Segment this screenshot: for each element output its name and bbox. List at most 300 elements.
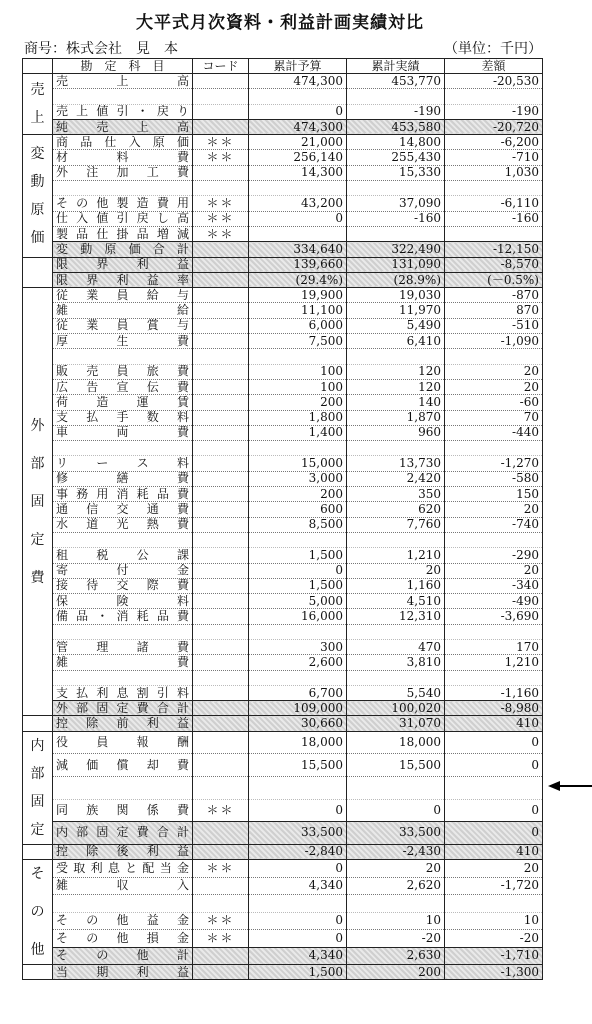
budget-value: 0 [249, 860, 347, 878]
account-name: 製品仕掛品増減 [53, 226, 193, 241]
actual-value: 18,000 [347, 731, 445, 754]
actual-value: 453,580 [347, 119, 445, 134]
actual-value: 2,630 [347, 947, 445, 965]
difference-value: 0 [445, 731, 543, 754]
actual-value: 2,620 [347, 877, 445, 895]
table-row [23, 364, 543, 379]
difference-value [445, 776, 543, 799]
actual-value: 1,210 [347, 548, 445, 563]
actual-value [347, 624, 445, 639]
subtotal-row [23, 272, 543, 287]
difference-value: 410 [445, 844, 543, 859]
account-name: 商品仕入原価 [53, 135, 193, 150]
actual-value: 255,430 [347, 150, 445, 165]
account-code: ＊＊ [193, 799, 249, 822]
account-name: 荷造運賃 [53, 395, 193, 410]
account-name [53, 532, 193, 547]
table-row [23, 165, 543, 180]
budget-value: 1,800 [249, 410, 347, 425]
table-row [23, 912, 543, 930]
header-difference: 差額 [445, 59, 543, 74]
account-name: 水道光熱費 [53, 517, 193, 532]
account-name [53, 441, 193, 456]
subtotal-row [23, 119, 543, 134]
header-row [23, 59, 543, 74]
account-name: リ ー ス 料 [53, 456, 193, 471]
account-code [193, 272, 249, 287]
account-name: 控 除 前 利 益 [53, 716, 193, 731]
account-name [53, 776, 193, 799]
table-row [23, 288, 543, 303]
difference-value: 10 [445, 912, 543, 930]
subtotal-row [23, 716, 543, 731]
difference-value: -12,150 [445, 242, 543, 257]
account-code: ＊＊ [193, 196, 249, 211]
account-code [193, 74, 249, 89]
company-name: 商号：株式会社 見 本 [24, 41, 178, 57]
account-code: ＊＊ [193, 860, 249, 878]
difference-value: -1,300 [445, 965, 543, 980]
difference-value: -8,570 [445, 257, 543, 272]
account-name: 変動原価合計 [53, 242, 193, 257]
actual-value: 200 [347, 965, 445, 980]
table-row [23, 196, 543, 211]
actual-value [347, 441, 445, 456]
difference-value [445, 895, 543, 913]
header-code: コード [193, 59, 249, 74]
blank-row [23, 670, 543, 685]
difference-value: 20 [445, 379, 543, 394]
table-row [23, 930, 543, 948]
actual-value: 37,090 [347, 196, 445, 211]
budget-value: 14,300 [249, 165, 347, 180]
subtotal-row [23, 701, 543, 716]
account-code [193, 242, 249, 257]
account-name: 支払利息割引料 [53, 685, 193, 700]
difference-value: 870 [445, 303, 543, 318]
account-code [193, 181, 249, 196]
section-label: 売 上 [23, 74, 53, 135]
profit-plan-table [22, 58, 543, 980]
account-name: 雑 費 [53, 655, 193, 670]
difference-value: -490 [445, 594, 543, 609]
difference-value: 20 [445, 364, 543, 379]
account-code [193, 334, 249, 349]
budget-value: 0 [249, 799, 347, 822]
actual-value: 0 [347, 799, 445, 822]
budget-value: 100 [249, 379, 347, 394]
table-row [23, 860, 543, 878]
difference-value: -190 [445, 104, 543, 119]
actual-value: 470 [347, 639, 445, 654]
budget-value [249, 89, 347, 104]
account-name: 備品・消耗品費 [53, 609, 193, 624]
budget-value: 0 [249, 912, 347, 930]
difference-value: -3,690 [445, 609, 543, 624]
budget-value [249, 776, 347, 799]
table-row [23, 410, 543, 425]
subtotal-row [23, 844, 543, 859]
budget-value: 4,340 [249, 947, 347, 965]
account-name: 修 繕 費 [53, 471, 193, 486]
budget-value: 474,300 [249, 119, 347, 134]
difference-value: -1,090 [445, 334, 543, 349]
blank-row [23, 624, 543, 639]
section-label: 内 部 固 定 [23, 731, 53, 844]
account-code [193, 441, 249, 456]
account-code [193, 548, 249, 563]
account-code [193, 303, 249, 318]
account-code [193, 379, 249, 394]
budget-value: 15,500 [249, 754, 347, 777]
budget-value: 100 [249, 364, 347, 379]
table-row [23, 334, 543, 349]
budget-value: 18,000 [249, 731, 347, 754]
table-row [23, 685, 543, 700]
table-row [23, 425, 543, 440]
table-row [23, 639, 543, 654]
account-code [193, 594, 249, 609]
difference-value: -1,270 [445, 456, 543, 471]
account-code [193, 364, 249, 379]
account-code [193, 947, 249, 965]
budget-value: 30,660 [249, 716, 347, 731]
difference-value: -580 [445, 471, 543, 486]
budget-value: 43,200 [249, 196, 347, 211]
account-name: 役 員 報 酬 [53, 731, 193, 754]
account-name: 厚 生 費 [53, 334, 193, 349]
account-name: 同族関係費 [53, 799, 193, 822]
account-name: 純 売 上 高 [53, 119, 193, 134]
account-code: ＊＊ [193, 150, 249, 165]
difference-value: 1,210 [445, 655, 543, 670]
actual-value: -190 [347, 104, 445, 119]
budget-value: 4,340 [249, 877, 347, 895]
header-account: 勘 定 科 目 [53, 59, 193, 74]
table-row [23, 563, 543, 578]
actual-value: 140 [347, 395, 445, 410]
account-name [53, 349, 193, 364]
account-name: 従業員給与 [53, 288, 193, 303]
account-code [193, 624, 249, 639]
actual-value: 4,510 [347, 594, 445, 609]
table-row [23, 379, 543, 394]
table-row [23, 303, 543, 318]
actual-value: 350 [347, 487, 445, 502]
section-label [23, 257, 53, 288]
blank-row [23, 532, 543, 547]
actual-value: 131,090 [347, 257, 445, 272]
account-name: 限 界 利 益 率 [53, 272, 193, 287]
budget-value: 1,500 [249, 965, 347, 980]
account-name: 従業員賞与 [53, 318, 193, 333]
actual-value: 1,160 [347, 578, 445, 593]
account-code [193, 639, 249, 654]
account-name [53, 895, 193, 913]
difference-value: 0 [445, 799, 543, 822]
budget-value [249, 895, 347, 913]
actual-value: -2,430 [347, 844, 445, 859]
table-row [23, 578, 543, 593]
table-row [23, 150, 543, 165]
account-name: 支払手数料 [53, 410, 193, 425]
difference-value: -740 [445, 517, 543, 532]
account-code [193, 895, 249, 913]
difference-value [445, 624, 543, 639]
difference-value: -6,200 [445, 135, 543, 150]
actual-value: 6,410 [347, 334, 445, 349]
difference-value [445, 349, 543, 364]
actual-value [347, 89, 445, 104]
account-code: ＊＊ [193, 930, 249, 948]
actual-value: 120 [347, 379, 445, 394]
account-name: 管 理 諸 費 [53, 639, 193, 654]
blank-row [23, 349, 543, 364]
account-name: 受取利息と配当金 [53, 860, 193, 878]
actual-value: 5,490 [347, 318, 445, 333]
unit-label: （単位：千円） [444, 41, 542, 57]
header-actual: 累計実績 [347, 59, 445, 74]
account-code [193, 822, 249, 845]
arrow-left-icon [548, 780, 592, 792]
account-code [193, 670, 249, 685]
account-code [193, 165, 249, 180]
budget-value: 15,000 [249, 456, 347, 471]
section-label [23, 844, 53, 859]
account-code [193, 532, 249, 547]
account-code [193, 655, 249, 670]
account-name: 寄 付 金 [53, 563, 193, 578]
account-code [193, 731, 249, 754]
budget-value [249, 624, 347, 639]
table-row [23, 877, 543, 895]
budget-value: 21,000 [249, 135, 347, 150]
table-row [23, 731, 543, 754]
table-row [23, 135, 543, 150]
account-name: 内部固定費合計 [53, 822, 193, 845]
budget-value: 1,500 [249, 578, 347, 593]
difference-value: -1,710 [445, 947, 543, 965]
table-row [23, 548, 543, 563]
actual-value: 120 [347, 364, 445, 379]
actual-value: 322,490 [347, 242, 445, 257]
account-name: 接待交際費 [53, 578, 193, 593]
difference-value [445, 89, 543, 104]
table-row [23, 517, 543, 532]
table-row [23, 74, 543, 89]
budget-value [249, 441, 347, 456]
section-label: 外 部 固 定 費 [23, 288, 53, 716]
budget-value: 1,400 [249, 425, 347, 440]
budget-value: 16,000 [249, 609, 347, 624]
actual-value: -160 [347, 211, 445, 226]
budget-value: 200 [249, 395, 347, 410]
account-code [193, 716, 249, 731]
budget-value: 33,500 [249, 822, 347, 845]
difference-value: -6,110 [445, 196, 543, 211]
account-name: 雑 収 入 [53, 877, 193, 895]
account-name: 売 上 高 [53, 74, 193, 89]
account-code [193, 288, 249, 303]
account-name: 事務用消耗品費 [53, 487, 193, 502]
actual-value: 20 [347, 563, 445, 578]
difference-value: -510 [445, 318, 543, 333]
account-name: 保 険 料 [53, 594, 193, 609]
account-name: 仕入値引戻し高 [53, 211, 193, 226]
actual-value: 33,500 [347, 822, 445, 845]
difference-value: -160 [445, 211, 543, 226]
difference-value: (－0.5%) [445, 272, 543, 287]
actual-value [347, 895, 445, 913]
account-name: 雑 給 [53, 303, 193, 318]
section-label: そ の 他 [23, 860, 53, 965]
table-row [23, 456, 543, 471]
account-code [193, 701, 249, 716]
difference-value: 0 [445, 754, 543, 777]
actual-value: (28.9%) [347, 272, 445, 287]
blank-row [23, 441, 543, 456]
subtotal-row [23, 257, 543, 272]
difference-value [445, 226, 543, 241]
budget-value: 0 [249, 211, 347, 226]
difference-value: -870 [445, 288, 543, 303]
account-name [53, 670, 193, 685]
difference-value: -20,720 [445, 119, 543, 134]
account-name: 控 除 後 利 益 [53, 844, 193, 859]
document-title: 大平式月次資料・利益計画実績対比 [136, 13, 424, 33]
budget-value: 334,640 [249, 242, 347, 257]
section-label: 変 動 原 価 [23, 135, 53, 257]
account-name: 租 税 公 課 [53, 548, 193, 563]
account-name: 車 両 費 [53, 425, 193, 440]
blank-row [23, 89, 543, 104]
table-row [23, 471, 543, 486]
difference-value: 410 [445, 716, 543, 731]
difference-value: 150 [445, 487, 543, 502]
difference-value: -20,530 [445, 74, 543, 89]
actual-value: 3,810 [347, 655, 445, 670]
table-row [23, 487, 543, 502]
subtotal-row [23, 822, 543, 845]
table-row [23, 104, 543, 119]
budget-value: 8,500 [249, 517, 347, 532]
difference-value [445, 441, 543, 456]
account-name: その他製造費用 [53, 196, 193, 211]
account-code [193, 410, 249, 425]
actual-value: 7,760 [347, 517, 445, 532]
account-name: 減価償却費 [53, 754, 193, 777]
account-code [193, 563, 249, 578]
table-row [23, 799, 543, 822]
account-code [193, 119, 249, 134]
account-code [193, 776, 249, 799]
difference-value: 20 [445, 563, 543, 578]
account-name: 売上値引・戻り [53, 104, 193, 119]
budget-value [249, 181, 347, 196]
actual-value: 1,870 [347, 410, 445, 425]
budget-value: 0 [249, 563, 347, 578]
actual-value: 13,730 [347, 456, 445, 471]
difference-value: -340 [445, 578, 543, 593]
account-code [193, 89, 249, 104]
budget-value [249, 349, 347, 364]
actual-value [347, 532, 445, 547]
table-row [23, 226, 543, 241]
account-code [193, 578, 249, 593]
account-code [193, 877, 249, 895]
account-name: 外部固定費合計 [53, 701, 193, 716]
account-code [193, 257, 249, 272]
account-code: ＊＊ [193, 226, 249, 241]
difference-value: -60 [445, 395, 543, 410]
table-row [23, 754, 543, 777]
account-name: 当 期 利 益 [53, 965, 193, 980]
account-name: 外注加工費 [53, 165, 193, 180]
account-code [193, 471, 249, 486]
budget-value [249, 670, 347, 685]
budget-value: (29.4%) [249, 272, 347, 287]
table-row [23, 609, 543, 624]
budget-value: 7,500 [249, 334, 347, 349]
header-budget: 累計予算 [249, 59, 347, 74]
account-code [193, 517, 249, 532]
actual-value [347, 776, 445, 799]
section-label [23, 716, 53, 731]
actual-value: 15,500 [347, 754, 445, 777]
account-name: 材 料 費 [53, 150, 193, 165]
account-name: そ の 他 益 金 [53, 912, 193, 930]
difference-value [445, 670, 543, 685]
account-code [193, 349, 249, 364]
account-name: そ の 他 計 [53, 947, 193, 965]
actual-value: 960 [347, 425, 445, 440]
account-code [193, 487, 249, 502]
account-name [53, 89, 193, 104]
table-row [23, 318, 543, 333]
budget-value: 19,900 [249, 288, 347, 303]
budget-value [249, 226, 347, 241]
difference-value: -290 [445, 548, 543, 563]
account-code: ＊＊ [193, 135, 249, 150]
budget-value: 300 [249, 639, 347, 654]
budget-value: 0 [249, 104, 347, 119]
actual-value: 2,420 [347, 471, 445, 486]
actual-value: 31,070 [347, 716, 445, 731]
actual-value [347, 181, 445, 196]
budget-value: 1,500 [249, 548, 347, 563]
account-code: ＊＊ [193, 912, 249, 930]
budget-value: 3,000 [249, 471, 347, 486]
account-code [193, 502, 249, 517]
budget-value: 139,660 [249, 257, 347, 272]
header-section [23, 59, 53, 74]
budget-value: 200 [249, 487, 347, 502]
budget-value: 600 [249, 502, 347, 517]
budget-value: 6,000 [249, 318, 347, 333]
account-code: ＊＊ [193, 211, 249, 226]
actual-value: 12,310 [347, 609, 445, 624]
subtotal-row [23, 965, 543, 980]
actual-value: 20 [347, 860, 445, 878]
actual-value [347, 226, 445, 241]
difference-value: -1,720 [445, 877, 543, 895]
account-code [193, 318, 249, 333]
actual-value: 5,540 [347, 685, 445, 700]
budget-value: 474,300 [249, 74, 347, 89]
account-code [193, 395, 249, 410]
difference-value [445, 532, 543, 547]
section-label [23, 965, 53, 980]
